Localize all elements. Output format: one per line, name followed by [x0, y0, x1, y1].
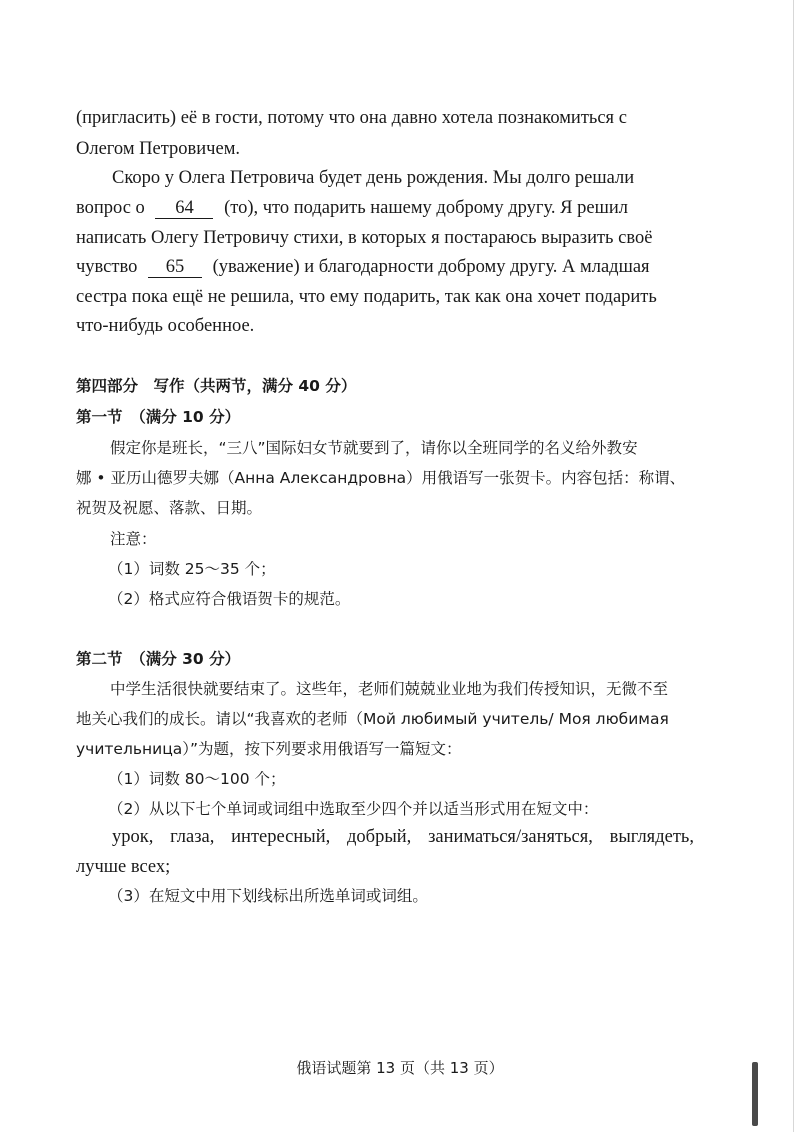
reading-line: [76, 255, 650, 279]
section2-heading: 第二节 （满分 30 分）: [76, 650, 241, 668]
note-item: （2）格式应符合俄语贺卡的规范。: [108, 590, 351, 608]
reading-line: [76, 285, 657, 309]
note-label: 注意：: [110, 530, 157, 548]
reading-line: [112, 166, 634, 190]
scan-edge-line: [793, 0, 794, 1132]
word-item: добрый,: [347, 827, 412, 847]
word-item: глаза,: [170, 827, 215, 847]
section2-task-line: 地关心我们的成长。请以“我喜欢的老师（Мой любимый учитель/ Моя любимая: [76, 710, 669, 728]
text: сестра пока ещё не решила, что ему подарить, так как она хочет подарить: [76, 287, 657, 307]
text: написать Олегу Петровичу стихи, в которых я постараюсь выразить своё: [76, 228, 653, 248]
blank-65: 65: [148, 257, 202, 278]
text: вопрос о: [76, 198, 145, 218]
text: чувство: [76, 257, 138, 277]
text: Олегом Петровичем.: [76, 139, 241, 159]
word-item: выглядеть,: [609, 827, 694, 847]
section1-task-line: 娜 • 亚历山德罗夫娜（Анна Александровна）用俄语写一张贺卡。内容包括：称谓、: [76, 469, 686, 487]
word-list: [112, 825, 694, 849]
section1-task-line: 假定你是班长，“三八”国际妇女节就要到了，请你以全班同学的名义给外教安: [110, 439, 638, 457]
reading-line: [76, 196, 628, 220]
section2-task-line: учительница）”为题，按下列要求用俄语写一篇短文：: [76, 740, 462, 758]
requirement-item: （3）在短文中用下划线标出所选单词或词组。: [108, 887, 428, 905]
text: (то), что подарить нашему доброму другу. Я решил: [224, 198, 628, 218]
section1-heading: 第一节 （满分 10 分）: [76, 408, 241, 426]
requirement-item: （2）从以下七个单词或词组中选取至少四个并以适当形式用在短文中：: [108, 800, 599, 818]
section2-task-line: 中学生活很快就要结束了。这些年，老师们兢兢业业地为我们传授知识，无微不至: [110, 680, 669, 698]
note-item: （1）词数 25～35 个；: [108, 560, 276, 578]
word-item: заниматься/заняться,: [428, 827, 593, 847]
word-list-continued: лучше всех;: [76, 857, 171, 877]
scrollbar-thumb[interactable]: [752, 1062, 758, 1126]
blank-64: 64: [155, 198, 213, 219]
word-item: урок,: [112, 827, 154, 847]
reading-line: [76, 226, 652, 250]
reading-line: [76, 106, 627, 130]
requirement-item: （1）词数 80～100 个；: [108, 770, 286, 788]
text: Скоро у Олега Петровича будет день рождения. Мы долго решали: [112, 168, 635, 188]
word-item: интересный,: [231, 827, 331, 847]
reading-line: [76, 137, 240, 161]
part4-heading: 第四部分 写作（共两节，满分 40 分）: [76, 377, 357, 395]
text: что-нибудь особенное.: [76, 316, 255, 336]
page-footer: 俄语试题第 13 页（共 13 页）: [296, 1059, 504, 1077]
text: (пригласить) её в гости, потому что она давно хотела познакомиться с: [76, 108, 627, 128]
reading-line: [76, 314, 254, 338]
section1-task-line: 祝贺及祝愿、落款、日期。: [76, 499, 263, 517]
text: (уважение) и благодарности доброму другу. А младшая: [212, 257, 650, 277]
